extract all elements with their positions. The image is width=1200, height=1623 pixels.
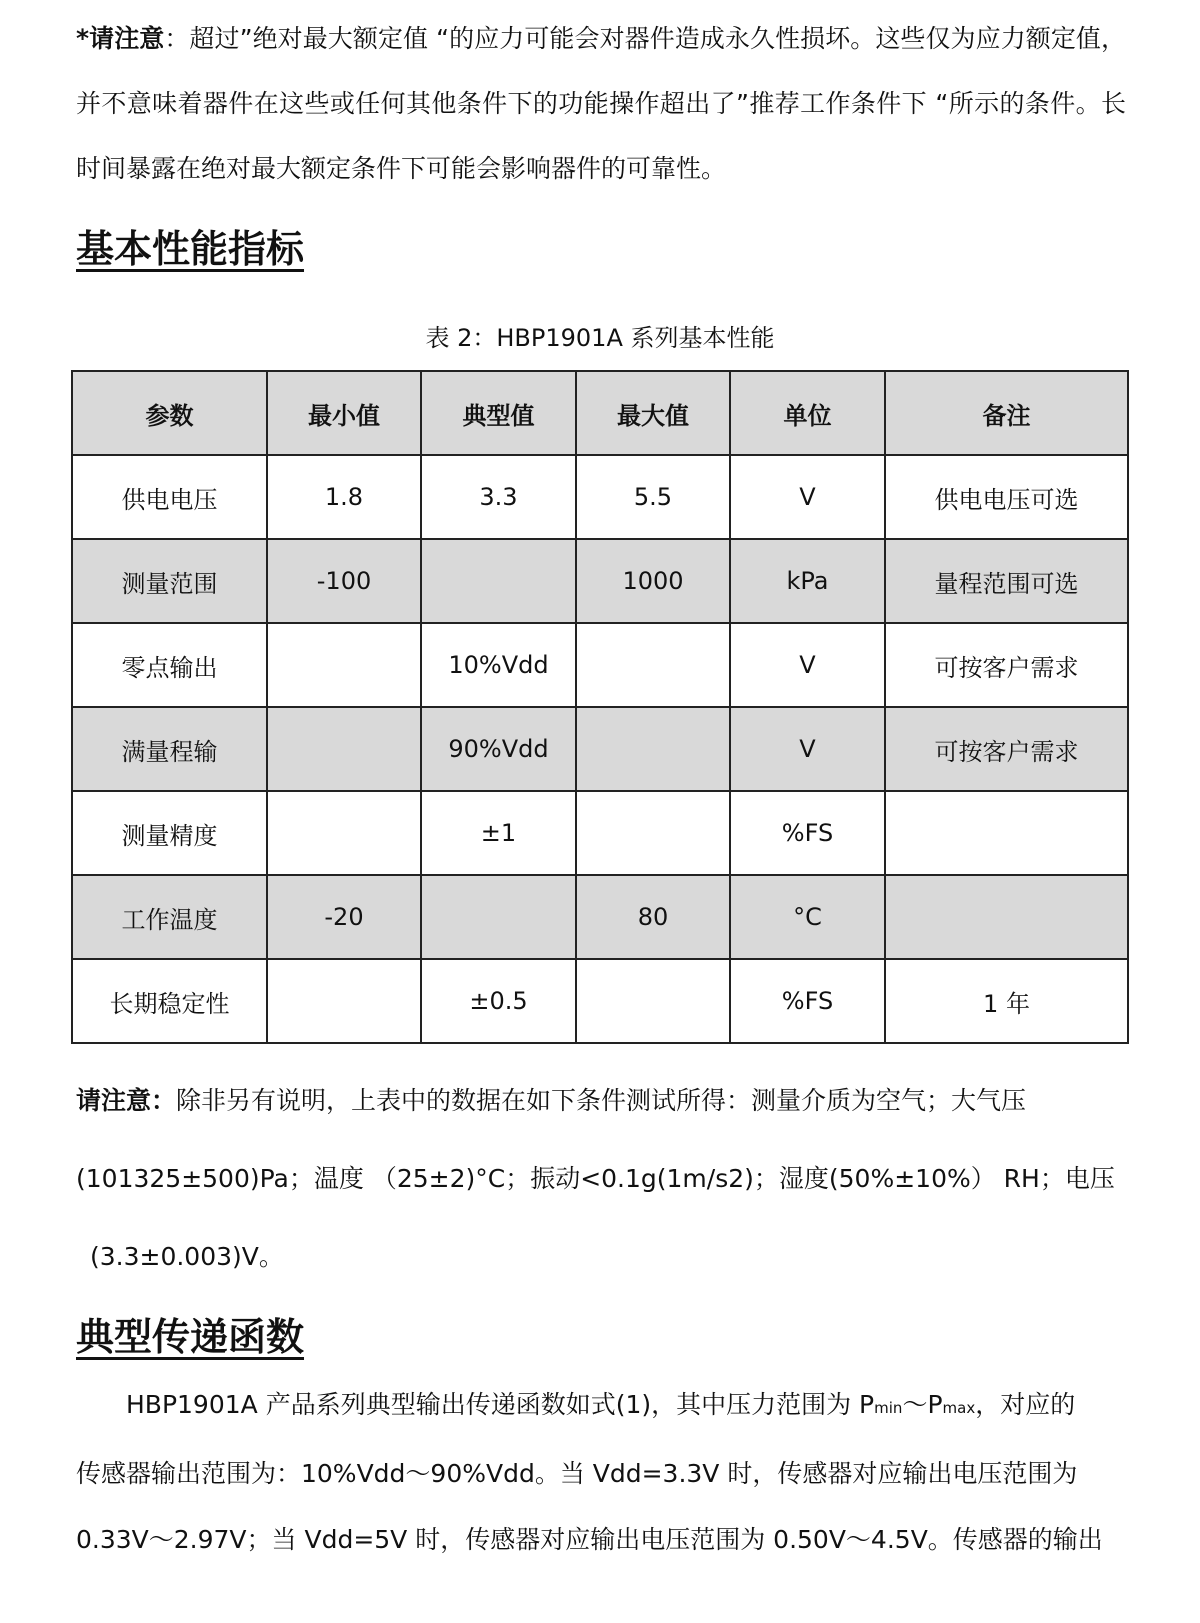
table-cell: kPa <box>730 539 885 623</box>
table-cell <box>421 875 576 959</box>
para-text: ，对应的 <box>975 1390 1076 1419</box>
table-caption: 表 2：HBP1901A 系列基本性能 <box>425 324 775 352</box>
table-cell: 供电电压 <box>72 455 267 539</box>
note-text: ：超过”绝对最大额定值 “的应力可能会对器件造成永久性损坏。这些仅为应力额定值，并不意味着器件在这些或任何其他条件下的功能操作超出了”推荐工作条件下 “所示的条件。长时间暴露在绝对最大额定条件下可能会影响器件的可靠性。 <box>76 24 1126 183</box>
table-row <box>72 875 1128 959</box>
table-cell <box>267 959 421 1043</box>
table-cell: %FS <box>730 959 885 1043</box>
performance-table <box>71 370 1129 1044</box>
note-line: 除非另有说明，上表中的数据在如下条件测试所得：测量介质为空气；大气压 <box>176 1086 1027 1115</box>
note-line: (101325±500)Pa；温度 （25±2)°C；振动<0.1g(1m/s2)；湿度(50%±10%） RH；电压 <box>76 1164 1115 1193</box>
table-cell <box>267 791 421 875</box>
table-cell: 3.3 <box>421 455 576 539</box>
header-cell: 单位 <box>730 371 885 455</box>
table-cell: V <box>730 707 885 791</box>
para-line: 0.33V～2.97V；当 Vdd=5V 时，传感器对应输出电压范围为 0.50V～4.5V。传感器的输出 <box>76 1525 1103 1554</box>
table-cell: 长期稳定性 <box>72 959 267 1043</box>
section-title-basic-performance: 基本性能指标 <box>76 227 305 271</box>
table-cell: 1.8 <box>267 455 421 539</box>
table-cell: 工作温度 <box>72 875 267 959</box>
table-row <box>72 539 1128 623</box>
table-cell <box>885 791 1128 875</box>
absolute-max-note <box>76 6 1126 201</box>
table-cell <box>576 791 730 875</box>
table-cell <box>267 623 421 707</box>
table-cell: 供电电压可选 <box>885 455 1128 539</box>
subscript-min: min <box>874 1399 903 1417</box>
note-label: 请注意： <box>76 1086 177 1115</box>
table-row <box>72 707 1128 791</box>
header-cell: 最小值 <box>267 371 421 455</box>
note-label: *请注意 <box>76 24 165 53</box>
test-conditions-note <box>76 1062 1126 1296</box>
table-cell: 测量精度 <box>72 791 267 875</box>
table-cell <box>885 875 1128 959</box>
header-cell: 最大值 <box>576 371 730 455</box>
table-cell: -100 <box>267 539 421 623</box>
table-cell <box>576 623 730 707</box>
table-cell: 可按客户需求 <box>885 623 1128 707</box>
table-cell: ±0.5 <box>421 959 576 1043</box>
header-cell: 备注 <box>885 371 1128 455</box>
table-cell: °C <box>730 875 885 959</box>
table-cell: V <box>730 623 885 707</box>
table-cell: 5.5 <box>576 455 730 539</box>
table-cell: 90%Vdd <box>421 707 576 791</box>
table-row <box>72 959 1128 1043</box>
table-cell: 80 <box>576 875 730 959</box>
table-cell: V <box>730 455 885 539</box>
para-line: 传感器输出范围为：10%Vdd～90%Vdd。当 Vdd=3.3V 时，传感器对应输出电压范围为 <box>76 1459 1078 1488</box>
table-cell: ±1 <box>421 791 576 875</box>
subscript-max: max <box>942 1399 976 1417</box>
table-cell: 测量范围 <box>72 539 267 623</box>
table-cell <box>576 959 730 1043</box>
table-cell: 1 年 <box>885 959 1128 1043</box>
table-row <box>72 623 1128 707</box>
table-cell: -20 <box>267 875 421 959</box>
table-cell <box>576 707 730 791</box>
section-title-transfer-function: 典型传递函数 <box>76 1315 305 1359</box>
table-cell: 10%Vdd <box>421 623 576 707</box>
table-cell: 零点输出 <box>72 623 267 707</box>
header-cell: 参数 <box>72 371 267 455</box>
table-row <box>72 791 1128 875</box>
note-line: (3.3±0.003)V。 <box>90 1242 284 1271</box>
header-cell: 典型值 <box>421 371 576 455</box>
table-cell <box>421 539 576 623</box>
para-text: HBP1901A 产品系列典型输出传递函数如式(1)，其中压力范围为 P <box>126 1390 875 1419</box>
table-cell: 1000 <box>576 539 730 623</box>
transfer-function-paragraph <box>76 1372 1126 1573</box>
table-cell: 可按客户需求 <box>885 707 1128 791</box>
table-cell: %FS <box>730 791 885 875</box>
para-text: ～P <box>902 1390 943 1419</box>
table-cell: 量程范围可选 <box>885 539 1128 623</box>
table-cell: 满量程输 <box>72 707 267 791</box>
table-header-row <box>72 371 1128 455</box>
table-row <box>72 455 1128 539</box>
table-cell <box>267 707 421 791</box>
